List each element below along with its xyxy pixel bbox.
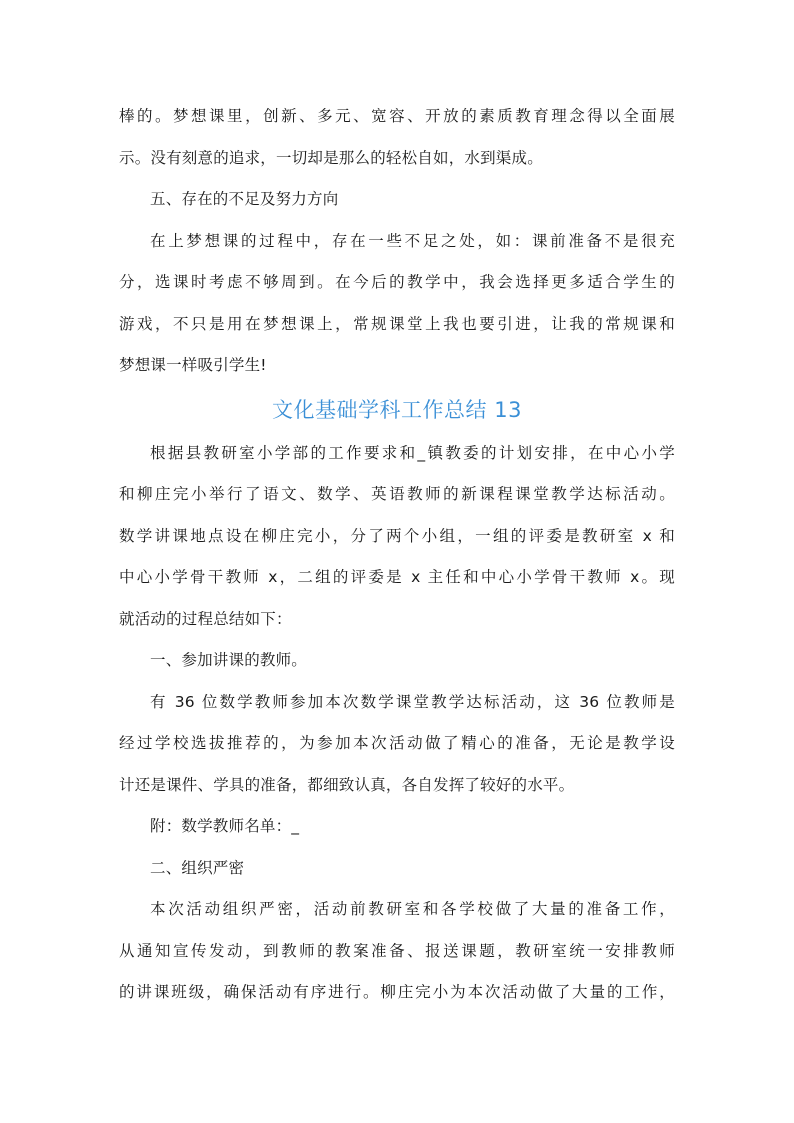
paragraph-line: 分，选课时考虑不够周到。在今后的教学中，我会选择更多适合学生的: [119, 273, 675, 291]
subheading-teachers: 一、参加讲课的教师。: [150, 651, 308, 669]
paragraph-line: 本次活动组织严密，活动前教研室和各学校做了大量的准备工作，: [150, 900, 675, 918]
appendix-note: 附：数学教师名单：_: [150, 817, 300, 835]
paragraph-line: 示。没有刻意的追求，一切却是那么的轻松自如，水到渠成。: [119, 148, 543, 167]
paragraph-line: 计还是课件、学具的准备，都细致认真，各自发挥了较好的水平。: [119, 775, 575, 794]
subheading-shortcomings: 五、存在的不足及努力方向: [150, 190, 339, 208]
paragraph-line: 中心小学骨干教师 x，二组的评委是 x 主任和中心小学骨干教师 x。现: [119, 568, 675, 586]
paragraph-line: 和柳庄完小举行了语文、数学、英语教师的新课程课堂教学达标活动。: [119, 485, 675, 503]
section-title: 文化基础学科工作总结 13: [272, 397, 522, 422]
paragraph-line: 的讲课班级，确保活动有序进行。柳庄完小为本次活动做了大量的工作，: [119, 983, 675, 1001]
paragraph-line: 有 36 位数学教师参加本次数学课堂教学达标活动，这 36 位教师是: [150, 692, 675, 711]
paragraph-line: 在上梦想课的过程中，存在一些不足之处，如：课前准备不是很充: [150, 231, 675, 250]
paragraph-line: 根据县教研室小学部的工作要求和_镇教委的计划安排，在中心小学: [150, 443, 675, 462]
paragraph-line: 棒的。梦想课里，创新、多元、宽容、开放的素质教育理念得以全面展: [119, 107, 675, 125]
paragraph-line: 经过学校选拔推荐的，为参加本次活动做了精心的准备，无论是教学设: [119, 734, 675, 752]
paragraph-line: 就活动的过程总结如下：: [119, 609, 292, 628]
paragraph-line: 游戏，不只是用在梦想课上，常规课堂上我也要引进，让我的常规课和: [119, 314, 675, 333]
subheading-organization: 二、组织严密: [150, 858, 245, 877]
paragraph-line: 数学讲课地点设在柳庄完小，分了两个小组，一组的评委是教研室 x 和: [119, 526, 675, 545]
paragraph-line: 梦想课一样吸引学生!: [119, 356, 267, 374]
document-body: [119, 96, 675, 1014]
paragraph-line: 从通知宣传发动，到教师的教案准备、报送课题，教研室统一安排教师: [119, 941, 675, 960]
